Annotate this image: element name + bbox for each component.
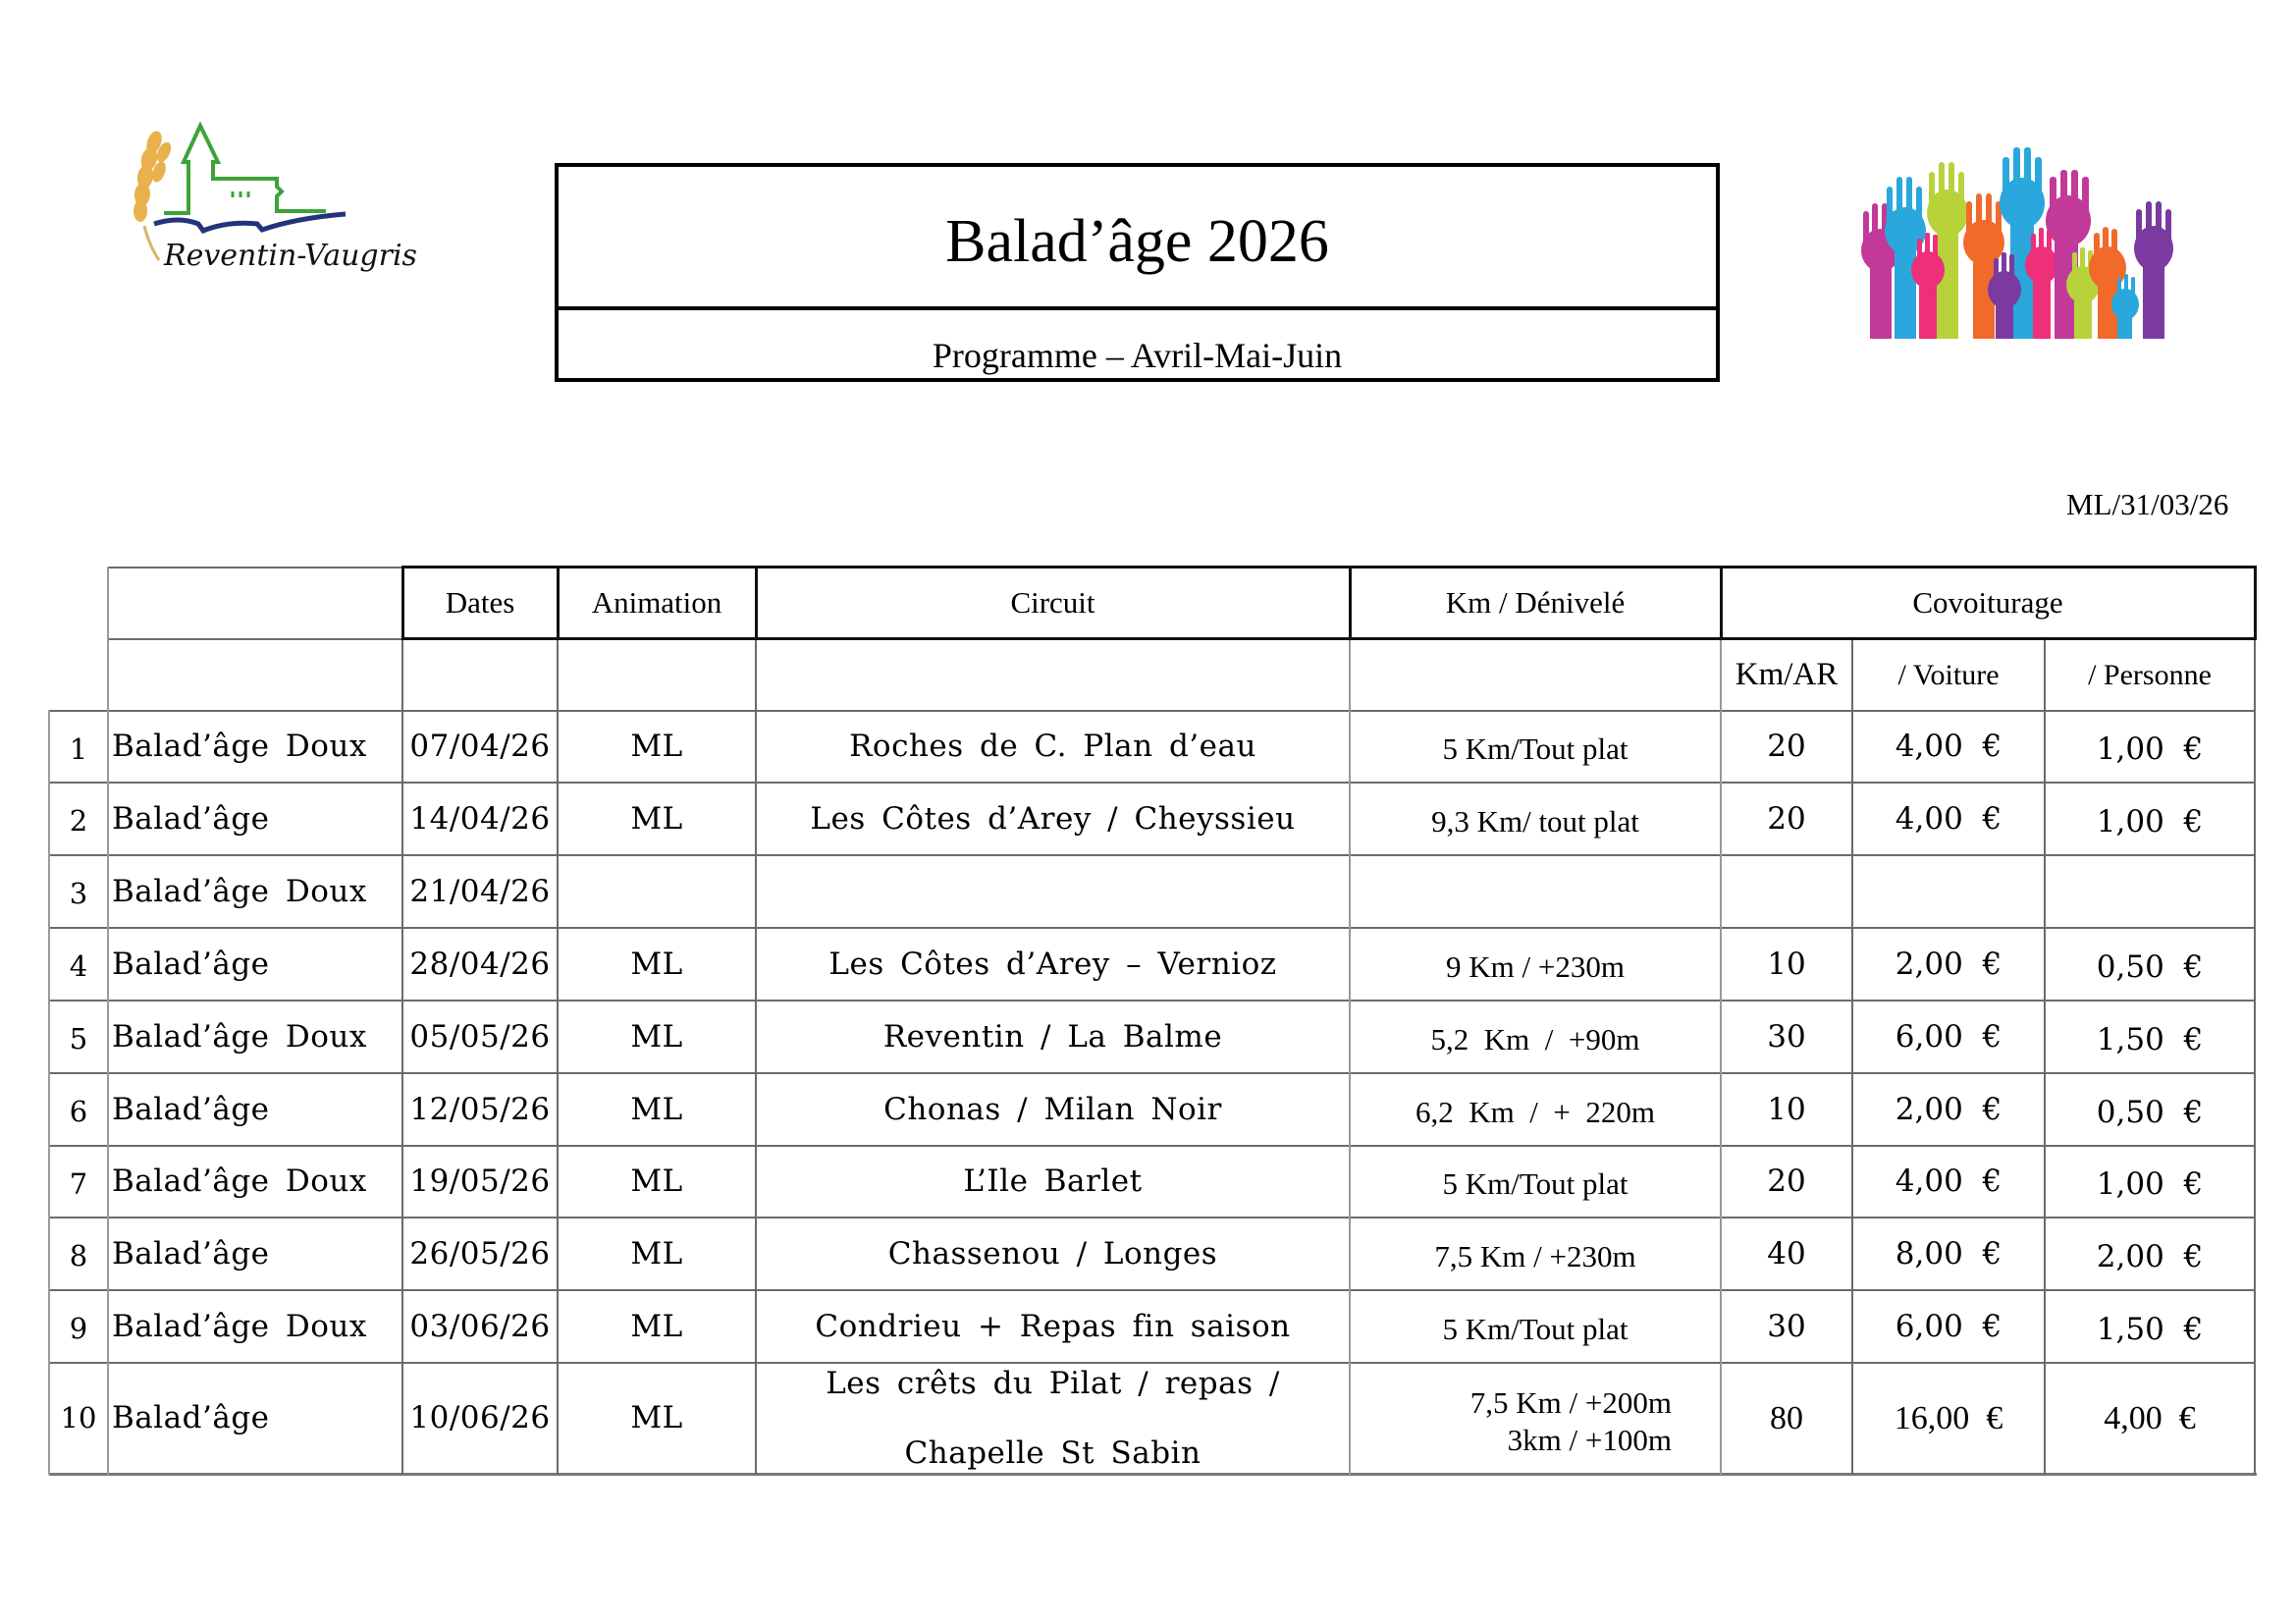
walk-type: Balad’âge Doux (112, 729, 367, 765)
walk-date: 26/05/26 (409, 1235, 551, 1272)
grid-line (49, 927, 2255, 929)
row-number: 8 (69, 1239, 88, 1273)
grid-line (49, 1072, 2255, 1074)
carpool-personne: 2,00 € (2096, 1238, 2204, 1274)
grid-line (1720, 639, 1722, 1475)
grid-line (49, 782, 2255, 784)
grid-line (1851, 639, 1853, 1475)
carpool-voiture: 2,00 € (1895, 1091, 2002, 1127)
walk-circuit-line2: Chapelle St Sabin (904, 1435, 1201, 1471)
walk-animation: ML (630, 1164, 683, 1200)
walk-circuit: Les Côtes d’Arey / Cheyssieu (810, 800, 1296, 837)
walk-date: 28/04/26 (409, 946, 551, 982)
walk-km: 9 Km / +230m (1446, 948, 1625, 984)
raised-hands-icon (1850, 142, 2189, 339)
row-number: 5 (69, 1022, 88, 1056)
walk-date: 07/04/26 (409, 729, 551, 765)
walk-km-line2: 3km / +100m (1507, 1422, 1672, 1457)
walk-circuit (756, 855, 1350, 928)
walk-circuit-line1: Les crêts du Pilat / repas / (826, 1366, 1280, 1401)
walk-animation: ML (630, 1018, 683, 1055)
row-number: 1 (69, 731, 88, 766)
carpool-km-ar: 10 (1767, 946, 1806, 982)
walk-date: 10/06/26 (409, 1400, 551, 1436)
walk-circuit: Les Côtes d’Arey – Vernioz (828, 946, 1277, 982)
carpool-voiture: 4,00 € (1895, 800, 2002, 837)
walk-circuit: Chonas / Milan Noir (883, 1091, 1222, 1127)
header-border (2254, 566, 2257, 640)
carpool-voiture: 4,00 € (1895, 729, 2002, 765)
grid-line (49, 854, 2255, 856)
carpool-voiture: 6,00 € (1895, 1308, 2002, 1344)
walk-type: Balad’âge Doux (112, 873, 367, 909)
subheader-km-ar: Km/AR (1735, 657, 1839, 693)
row-number: 3 (69, 877, 88, 911)
walk-circuit: L’Ile Barlet (963, 1164, 1143, 1200)
walk-km: 5 Km/Tout plat (1442, 1311, 1629, 1346)
walk-circuit: Reventin / La Balme (882, 1018, 1223, 1055)
header-border (557, 566, 560, 640)
subheader-personne: / Personne (2088, 659, 2212, 691)
walk-date: 21/04/26 (409, 873, 551, 909)
carpool-personne: 1,00 € (2096, 803, 2204, 839)
grid-line (402, 710, 2255, 712)
carpool-personne: 1,00 € (2096, 731, 2204, 768)
carpool-voiture: 8,00 € (1895, 1235, 2002, 1272)
header-border (401, 566, 2257, 568)
carpool-personne: 1,50 € (2096, 1021, 2204, 1057)
walk-type: Balad’âge Doux (112, 1018, 367, 1055)
header-circuit: Circuit (1010, 585, 1095, 621)
walk-type: Balad’âge Doux (112, 1164, 367, 1200)
walk-km-line1: 7,5 Km / +200m (1469, 1385, 1672, 1421)
document-reference: ML/31/03/26 (2066, 487, 2229, 521)
carpool-km-ar (1721, 855, 1852, 928)
carpool-km-ar: 20 (1767, 800, 1806, 837)
grid-line (49, 1362, 2255, 1364)
carpool-personne: 1,00 € (2096, 1166, 2204, 1203)
carpool-voiture (1852, 855, 2045, 928)
carpool-personne: 0,50 € (2096, 1094, 2204, 1130)
grid-line (49, 1000, 2255, 1001)
header-covoiturage: Covoiturage (1912, 585, 2063, 621)
walk-type: Balad’âge (112, 1400, 270, 1436)
walk-date: 05/05/26 (409, 1018, 551, 1055)
walk-km: 6,2 Km / + 220m (1415, 1094, 1655, 1129)
carpool-voiture: 16,00 € (1894, 1399, 2003, 1436)
raised-hands-logo (1850, 142, 2189, 339)
walk-type: Balad’âge (112, 1235, 270, 1272)
walk-km: 9,3 Km/ tout plat (1431, 803, 1639, 839)
walk-type: Balad’âge (112, 946, 270, 982)
header-border (401, 637, 2257, 640)
walk-animation: ML (630, 1400, 683, 1436)
grid-line (107, 567, 109, 1475)
walk-date: 19/05/26 (409, 1164, 551, 1200)
header-animation: Animation (591, 585, 722, 621)
header-dates: Dates (445, 585, 515, 621)
carpool-km-ar: 20 (1767, 729, 1806, 765)
village-church-wheat-icon (110, 98, 434, 295)
grid-line (49, 1473, 2257, 1476)
walk-km: 5 Km/Tout plat (1442, 731, 1629, 767)
grid-line (2254, 639, 2256, 1475)
walk-animation: ML (630, 1308, 683, 1344)
walk-type: Balad’âge (112, 800, 270, 837)
grid-line (401, 639, 403, 1475)
grid-line (2044, 639, 2046, 1475)
walk-km (1350, 1363, 1721, 1474)
header-border (755, 566, 758, 640)
walk-type: Balad’âge (112, 1091, 270, 1127)
walk-animation: ML (630, 946, 683, 982)
grid-line (49, 1217, 2255, 1218)
title-box (555, 163, 1720, 382)
grid-line (48, 710, 50, 1475)
row-number: 6 (69, 1095, 88, 1129)
walk-circuit (756, 1363, 1350, 1474)
walk-km (1350, 855, 1721, 928)
walk-date: 14/04/26 (409, 800, 551, 837)
header-border (1349, 566, 1352, 640)
carpool-km-ar: 40 (1767, 1235, 1806, 1272)
carpool-km-ar: 20 (1767, 1164, 1806, 1200)
header-border (1720, 566, 1723, 640)
walk-km: 7,5 Km / +230m (1434, 1238, 1636, 1273)
page-subtitle: Programme – Avril-Mai-Juin (932, 336, 1343, 375)
walk-animation: ML (630, 800, 683, 837)
carpool-voiture: 4,00 € (1895, 1164, 2002, 1200)
walk-km: 5 Km/Tout plat (1442, 1166, 1629, 1202)
carpool-km-ar: 10 (1767, 1091, 1806, 1127)
grid-line (1349, 639, 1351, 1475)
walk-circuit: Condrieu + Repas fin saison (815, 1308, 1291, 1344)
grid-line (108, 567, 402, 568)
reventin-vaugris-logo (110, 98, 434, 295)
subheader-voiture: / Voiture (1897, 659, 2000, 691)
walk-animation: ML (630, 1235, 683, 1272)
row-number: 2 (69, 804, 88, 839)
carpool-km-ar: 30 (1767, 1308, 1806, 1344)
walk-animation: ML (630, 729, 683, 765)
carpool-km-ar: 30 (1767, 1018, 1806, 1055)
grid-line (49, 710, 402, 712)
carpool-personne: 4,00 € (2104, 1399, 2196, 1436)
page-title: Balad’âge 2026 (559, 167, 1716, 310)
grid-line (557, 639, 559, 1475)
carpool-voiture: 6,00 € (1895, 1018, 2002, 1055)
walk-animation (558, 855, 756, 928)
grid-line (49, 1289, 2255, 1291)
row-number: 10 (60, 1400, 97, 1435)
walk-type: Balad’âge Doux (112, 1308, 367, 1344)
grid-line (755, 639, 757, 1475)
walk-km: 5,2 Km / +90m (1430, 1021, 1640, 1056)
row-number: 4 (69, 949, 88, 984)
walk-circuit: Chassenou / Longes (887, 1235, 1218, 1272)
carpool-personne: 1,50 € (2096, 1311, 2204, 1347)
walk-circuit: Roches de C. Plan d’eau (849, 729, 1256, 765)
carpool-voiture: 2,00 € (1895, 946, 2002, 982)
carpool-personne: 0,50 € (2096, 948, 2204, 985)
row-number: 9 (69, 1312, 88, 1346)
walk-date: 03/06/26 (409, 1308, 551, 1344)
svg-text:Reventin-Vaugris: Reventin-Vaugris (164, 239, 417, 273)
header-km-denivele: Km / Dénivelé (1445, 585, 1626, 621)
grid-line (108, 638, 402, 640)
grid-line (49, 1145, 2255, 1147)
carpool-km-ar: 80 (1770, 1399, 1803, 1436)
carpool-personne (2045, 855, 2255, 928)
header-border (401, 566, 404, 640)
row-number: 7 (69, 1166, 88, 1201)
walk-animation: ML (630, 1091, 683, 1127)
walk-date: 12/05/26 (409, 1091, 551, 1127)
